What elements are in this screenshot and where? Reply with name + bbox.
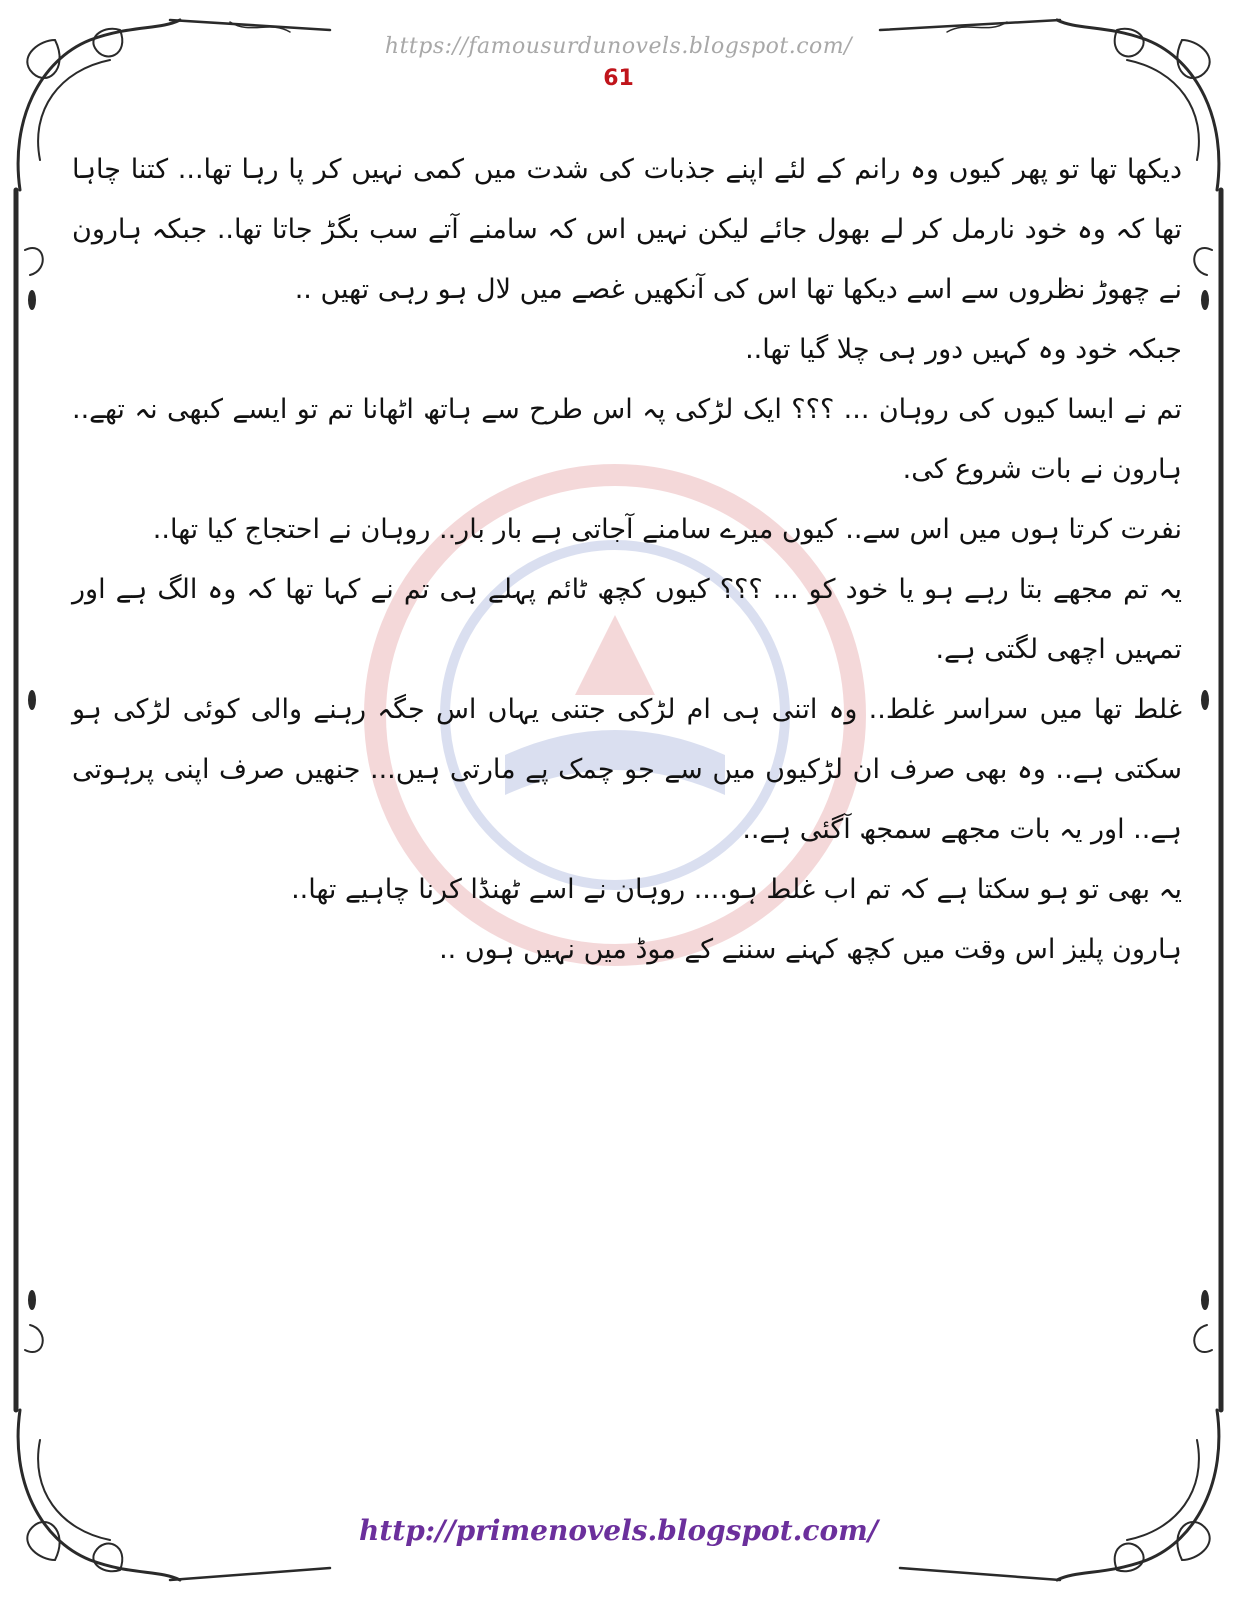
paragraph: جبکہ خود وہ کہیں دور ہی چلا گیا تھا..: [745, 334, 1182, 365]
header-url: https://famousurdunovels.blogspot.com/: [384, 34, 853, 59]
paragraph: یہ تم مجھے بتا رہے ہو یا خود کو ... ؟؟؟ کیوں کچھ ٹائم پہلے ہی تم نے کہا تھا کہ وہ الگ ہے اور تمہیں اچھی لگتی ہے.: [72, 574, 1182, 665]
paragraph: نفرت کرتا ہوں میں اس سے.. کیوں میرے سامنے آجاتی ہے بار بار.. روہان نے احتجاج کیا تھا..: [152, 514, 1182, 545]
novel-body-text: [72, 140, 1182, 980]
paragraph: ہارون پلیز اس وقت میں کچھ کہنے سننے کے موڈ میں نہیں ہوں ..: [439, 934, 1182, 965]
footer-url[interactable]: http://primenovels.blogspot.com/: [358, 1514, 878, 1547]
paragraph: یہ بھی تو ہو سکتا ہے کہ تم اب غلط ہو.... روہان نے اسے ٹھنڈا کرنا چاہیے تھا..: [291, 874, 1182, 905]
paragraph: تم نے ایسا کیوں کی روہان ... ؟؟؟ ایک لڑکی پہ اس طرح سے ہاتھ اٹھانا تم تو ایسے کبھی نہ تھے.. ہارون نے بات شروع کی.: [72, 394, 1182, 485]
paragraph: دیکھا تھا تو پھر کیوں وہ رانم کے لئے اپنے جذبات کی شدت میں کمی نہیں کر پا رہا تھا... کتنا چاہا تھا کہ وہ خود نارمل کر لے بھول جائے لیکن نہیں اس کہ سامنے آتے سب بگڑ جاتا تھا.. جبکہ ہارون نے چھوڑ نظروں سے اسے دیکھا تھا اس کی آنکھیں غصے میں لال ہو رہی تھیں ..: [72, 154, 1182, 305]
paragraph: غلط تھا میں سراسر غلط.. وہ اتنی ہی ام لڑکی جتنی یہاں اس جگہ رہنے والی کوئی لڑکی ہو سکتی ہے.. وہ بھی صرف ان لڑکیوں میں سے جو چمک پے مارتی ہیں... جنھیں صرف اپنی پرہوتی ہے.. اور یہ بات مجھے سمجھ آگئی ہے..: [72, 694, 1182, 845]
page-number: 61: [603, 66, 634, 91]
